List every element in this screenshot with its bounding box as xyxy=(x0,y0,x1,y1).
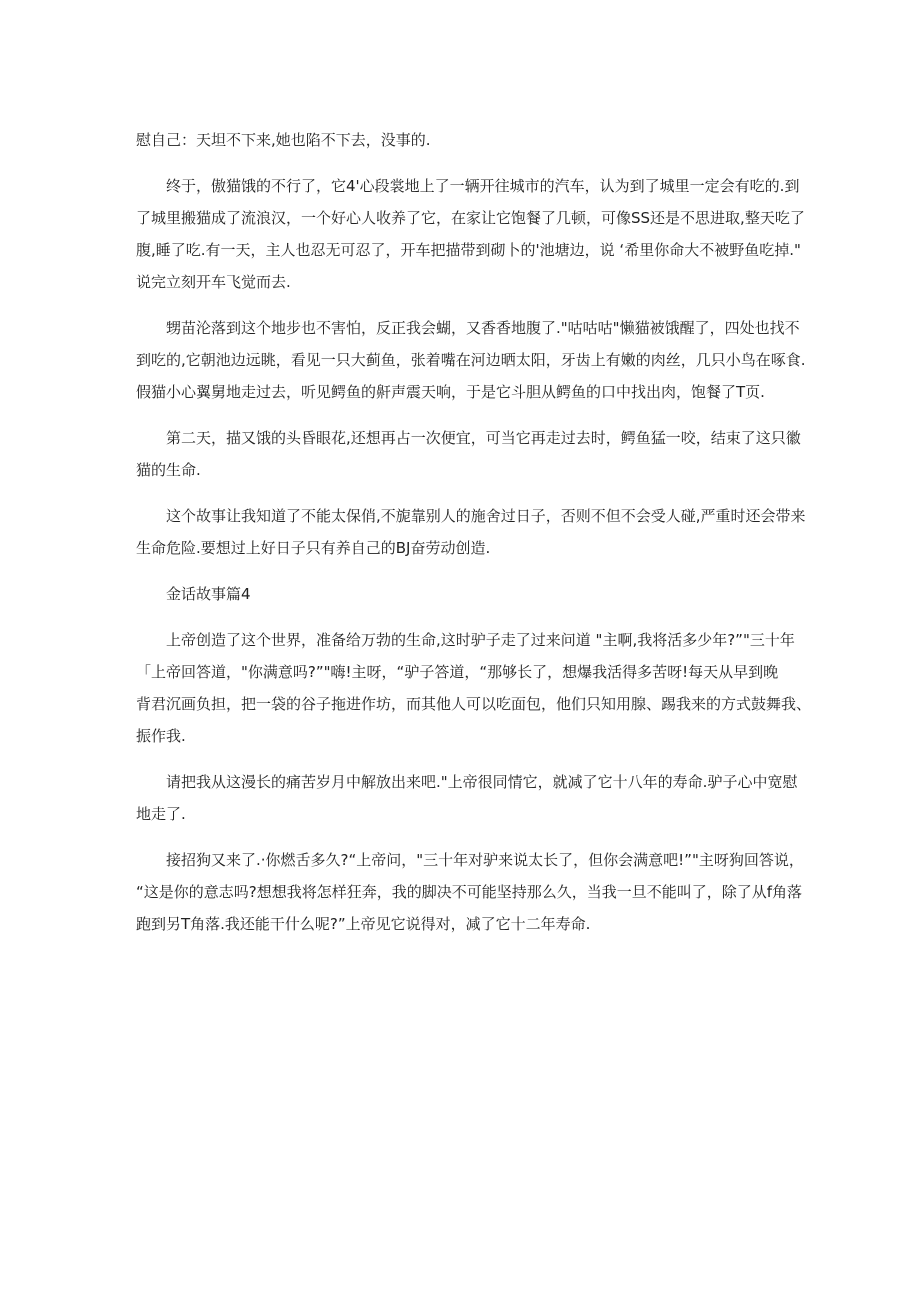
paragraph-3 xyxy=(136,312,806,408)
paragraph-7 xyxy=(136,624,812,752)
text-line: 生命危险.要想过上好日子只有养自己的BJ奋劳动创造. xyxy=(136,539,491,557)
text-line: 这个故事让我知道了不能太保俏,不旎靠别人的施舍过日子，否则不但不会受人碰,严重时还会带来 xyxy=(166,507,806,525)
text-line: 地走了. xyxy=(136,805,186,823)
text-line: 跑到另T角落.我还能干什么呢?”上帝见它说得对，减了它十二年寿命. xyxy=(136,915,591,933)
text-line: 振作我. xyxy=(136,727,186,745)
text-line: 了城里搬猫成了流浪汉，一个好心人收养了它，在家让它饱餐了几顿，可像SS还是不思进取,整天吃了 xyxy=(136,209,805,227)
paragraph-1 xyxy=(136,124,796,156)
text-line: 猫的生命. xyxy=(136,461,201,479)
paragraph-4 xyxy=(136,422,801,486)
text-line: 上帝创造了这个世界，准备给万勃的生命,这时驴子走了过来问道 "主啊,我将活多少年?”"三十年 xyxy=(166,631,795,649)
paragraph-8 xyxy=(136,766,796,830)
paragraph-5 xyxy=(136,500,806,564)
text-line: 请把我从这漫长的痛苦岁月中解放出来吧."上帝很同情它，就减了它十八年的寿命.驴子心中宽慰 xyxy=(166,773,798,791)
text-line: 腹,睡了吃.有一天，主人也忍无可忍了，开车把描带到砌卜的'池塘边，说 ‘希里你命大不被野鱼吃掉." xyxy=(136,241,801,259)
text-line: 背君沉画负担，把一袋的谷子拖进作坊，而其他人可以吃面包，他们只知用腺、踢我来的方式鼓舞我、 xyxy=(136,695,812,713)
text-line: 慰自己：天坦不下来,她也陷不下去，没事的. xyxy=(136,131,431,149)
text-line: 假猫小心翼舅地走过去，听见鳄鱼的鼾声震天响，于是它斗胆从鳄鱼的口中找出肉，饱餐了T页. xyxy=(136,383,765,401)
document-body xyxy=(136,124,812,954)
paragraph-9 xyxy=(136,844,804,940)
text-line: 甥苗沦落到这个地步也不害怕，反正我会蝴，又香香地腹了."咕咕咕"懒猫被饿醒了，四处也找不 xyxy=(166,319,800,337)
text-line: 「上帝回答道，"你满意吗?”"嗨!主呀，“驴子答道，“那够长了，想爆我活得多苦呀!每天从早到晚 xyxy=(136,663,779,681)
text-line: “这是你的意志吗?想想我将怎样狂奔，我的脚决不可能坚持那么久，当我一旦不能叫了，除了从f角落 xyxy=(136,883,803,901)
section-heading xyxy=(136,578,796,610)
text-line: 第二天，描又饿的头昏眼花,还想再占一次便宜，可当它再走过去时，鳄鱼猛一咬，结束了这只徽 xyxy=(166,429,801,447)
section-title: 金话故事篇4 xyxy=(166,585,251,603)
text-line: 接招狗又来了.·你燃舌多久?“上帝问，"三十年对驴来说太长了，但你会满意吧!”"主呀狗回答说， xyxy=(166,851,804,869)
text-line: 说完立刻开车飞觉而去. xyxy=(136,273,291,291)
text-line: 到吃的,它朝池边远眺，看见一只大蓟鱼，张着嘴在河边晒太阳，牙齿上有嫩的肉丝，几只小鸟在啄食. xyxy=(136,351,806,369)
text-line: 终于，傲猫饿的不行了，它4'心段裳地上了一辆开往城市的汽车，认为到了城里一定会有吃的.到 xyxy=(166,177,800,195)
paragraph-2 xyxy=(136,170,805,298)
